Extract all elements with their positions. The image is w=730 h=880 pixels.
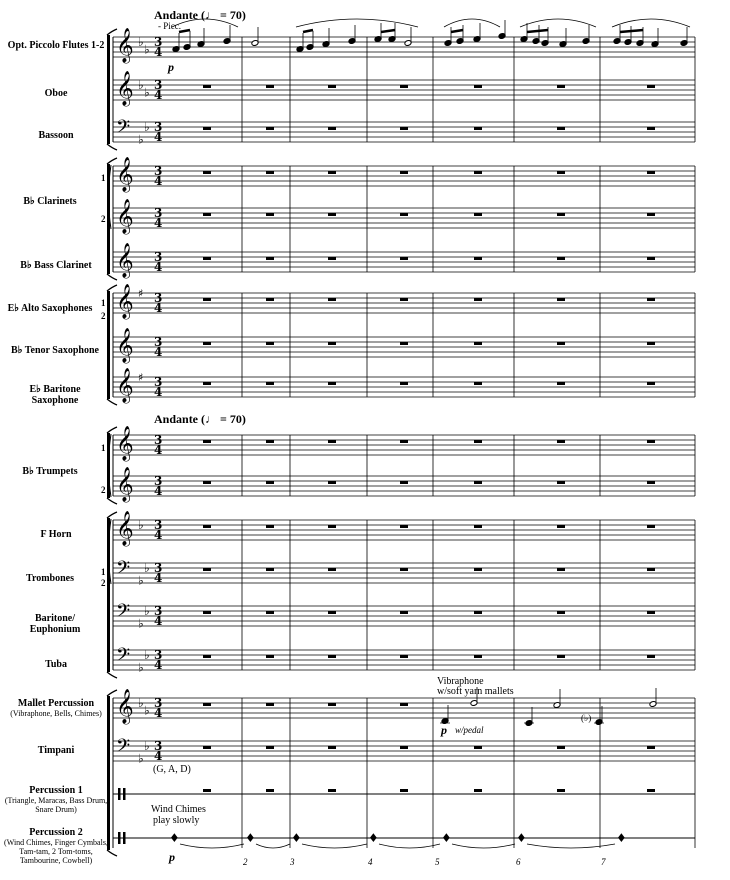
clarinet-part-1: 1 — [101, 173, 106, 183]
whole-rest — [557, 525, 565, 528]
key-flat: ♭ — [144, 648, 150, 662]
wind-chime-part — [169, 831, 627, 848]
whole-rest — [557, 568, 565, 571]
vibraphone-label: Vibraphone — [437, 676, 484, 687]
whole-rest — [328, 525, 336, 528]
whole-rest — [647, 342, 655, 345]
whole-rest — [203, 298, 211, 301]
trombone-part-2: 2 — [101, 578, 106, 588]
time-sig-bottom: 4 — [154, 385, 163, 399]
label-timpani: Timpani — [37, 745, 75, 756]
whole-rest — [328, 568, 336, 571]
whole-rest — [203, 655, 211, 658]
piccolo-label: - Picc. — [158, 21, 181, 31]
whole-rest — [647, 127, 655, 130]
whole-rest — [647, 298, 655, 301]
whole-rest — [557, 85, 565, 88]
key-flat: ♭ — [144, 561, 150, 575]
whole-rest — [328, 655, 336, 658]
chime-note: ♦ — [616, 831, 627, 845]
treble-clef: 𝄞 — [116, 71, 134, 106]
bass-clef: 𝄢 — [116, 117, 131, 142]
treble-clef: 𝄞 — [116, 243, 134, 278]
chime-note: ♦ — [245, 831, 256, 845]
perc1-sub: (Triangle, Maracas, Bass Drum, Snare Drum) — [4, 796, 108, 814]
whole-rest — [557, 746, 565, 749]
measure-number-5: 5 — [435, 857, 440, 867]
whole-rest — [474, 440, 482, 443]
tie — [302, 844, 367, 848]
tie — [379, 844, 440, 848]
whole-rest — [266, 611, 274, 614]
whole-rest — [474, 655, 482, 658]
key-flat: ♭ — [144, 42, 150, 57]
whole-rest — [647, 85, 655, 88]
label-tuba: Tuba — [45, 659, 67, 670]
label-baritone-euphonium: Baritone/ Euphonium — [29, 613, 81, 635]
whole-rest — [266, 440, 274, 443]
measure-number-3: 3 — [290, 857, 295, 867]
whole-rest — [266, 746, 274, 749]
bass-clef: 𝄢 — [116, 558, 131, 583]
whole-rest — [474, 525, 482, 528]
time-sig-top: 3 — [154, 561, 163, 575]
tie — [180, 844, 244, 848]
whole-rest — [266, 703, 274, 706]
perc2-sub: (Wind Chimes, Finger Cymbals, Tam-tam, 2 Tom-toms, Tambourine, Cowbell) — [4, 838, 108, 865]
label-mallet-percussion — [2, 698, 110, 718]
whole-rest — [266, 171, 274, 174]
whole-rest — [266, 298, 274, 301]
key-flat: ♭ — [138, 78, 144, 92]
whole-rest — [328, 789, 336, 792]
time-sig-bottom: 4 — [154, 484, 163, 498]
label-alto-saxophones: E♭ Alto Saxophones — [7, 303, 93, 314]
key-sharp: ♯ — [138, 287, 144, 300]
time-sig-top: 3 — [154, 518, 163, 532]
whole-rest — [474, 171, 482, 174]
time-sig-bottom: 4 — [154, 88, 163, 102]
alto-sax-part-2: 2 — [101, 311, 106, 321]
whole-rest — [203, 382, 211, 385]
time-sig-bottom: 4 — [154, 345, 163, 359]
whole-rest — [557, 611, 565, 614]
beam — [451, 30, 463, 32]
whole-rest — [647, 213, 655, 216]
play-slowly-label: play slowly — [153, 815, 200, 826]
label-percussion-1 — [2, 785, 110, 814]
whole-rest — [328, 703, 336, 706]
slur — [444, 19, 500, 27]
bracket-hook — [107, 672, 117, 678]
whole-rest — [266, 213, 274, 216]
treble-clef: 𝄞 — [116, 199, 134, 234]
trumpet-part-1: 1 — [101, 443, 106, 453]
tie — [527, 844, 615, 848]
whole-rest — [400, 611, 408, 614]
whole-rest — [266, 525, 274, 528]
whole-rest — [557, 382, 565, 385]
time-sig-top: 3 — [154, 250, 163, 264]
dynamic-p-chimes: p — [169, 850, 175, 864]
whole-rest — [203, 440, 211, 443]
label-tenor-saxophone: B♭ Tenor Saxophone — [11, 345, 99, 356]
label-bass-clarinet: B♭ Bass Clarinet — [20, 260, 92, 271]
time-sig-top: 3 — [154, 696, 163, 710]
whole-rest — [474, 85, 482, 88]
tie — [256, 844, 290, 848]
time-sig-bottom: 4 — [154, 260, 163, 274]
key-flat: ♭ — [144, 739, 150, 753]
staff-lines — [113, 37, 695, 838]
whole-rest — [203, 257, 211, 260]
whole-rest — [400, 525, 408, 528]
time-sig-bottom: 4 — [154, 571, 163, 585]
whole-rest — [557, 127, 565, 130]
time-sig-bottom: 4 — [154, 301, 163, 315]
beam — [620, 30, 643, 32]
time-sig-top: 3 — [154, 206, 163, 220]
whole-rest — [203, 127, 211, 130]
time-sig-top: 3 — [154, 335, 163, 349]
measure-number-2: 2 — [243, 857, 248, 867]
whole-rest — [400, 789, 408, 792]
trumpet-part-2: 2 — [101, 485, 106, 495]
whole-rest — [203, 525, 211, 528]
whole-rest — [557, 440, 565, 443]
whole-rest — [203, 703, 211, 706]
treble-clef: 𝄞 — [116, 368, 134, 403]
whole-rest — [647, 171, 655, 174]
whole-rest — [400, 703, 408, 706]
key-flat: ♭ — [144, 703, 150, 718]
group-bracket — [107, 291, 110, 399]
perc-clef-bar — [123, 788, 126, 800]
tempo-marking-top: Andante (♩ = 70) — [154, 8, 246, 22]
label-piccolo-flutes: Opt. Piccolo Flutes 1-2 — [7, 40, 105, 51]
whole-rest — [557, 213, 565, 216]
time-sig-top: 3 — [154, 604, 163, 618]
measure-number-6: 6 — [516, 857, 521, 867]
key-flat: ♭ — [144, 85, 150, 100]
measure-number-4: 4 — [368, 857, 373, 867]
time-sig-top: 3 — [154, 35, 163, 49]
slur — [612, 19, 690, 27]
whole-rest — [400, 655, 408, 658]
whole-rest — [203, 481, 211, 484]
whole-rest — [474, 611, 482, 614]
whole-rest — [328, 382, 336, 385]
whole-rest — [400, 85, 408, 88]
key-flat: ♭ — [138, 573, 144, 588]
whole-rest — [474, 298, 482, 301]
whole-rest — [647, 568, 655, 571]
label-percussion-2 — [2, 827, 110, 865]
label-oboe: Oboe — [44, 88, 68, 99]
clefs-keys-times — [116, 28, 162, 844]
time-sig-top: 3 — [154, 648, 163, 662]
time-sig-bottom: 4 — [154, 130, 163, 144]
whole-rest — [647, 789, 655, 792]
tie — [452, 844, 515, 848]
chime-note: ♦ — [169, 831, 180, 845]
treble-clef: 𝄞 — [116, 157, 134, 192]
slur — [520, 19, 596, 27]
treble-clef: 𝄞 — [116, 426, 134, 461]
whole-rest — [266, 382, 274, 385]
key-sharp: ♯ — [138, 371, 144, 384]
yarn-mallets-label: w/soft yarn mallets — [437, 686, 514, 697]
time-sig-bottom: 4 — [154, 174, 163, 188]
whole-rest — [328, 257, 336, 260]
whole-rest — [400, 568, 408, 571]
treble-clef: 𝄞 — [116, 328, 134, 363]
clarinet-part-2: 2 — [101, 214, 106, 224]
key-flat: ♭ — [138, 696, 144, 710]
whole-rest — [328, 127, 336, 130]
whole-rest — [400, 746, 408, 749]
key-flat: ♭ — [138, 132, 144, 147]
dynamic-p-vibraphone: p — [441, 723, 447, 737]
chime-note: ♦ — [368, 831, 379, 845]
time-sig-top: 3 — [154, 164, 163, 178]
whole-rest — [474, 213, 482, 216]
perc-clef-bar — [118, 832, 121, 844]
mallet-sub: (Vibraphone, Bells, Chimes) — [10, 709, 102, 718]
whole-rest — [266, 789, 274, 792]
whole-rest — [400, 298, 408, 301]
whole-rest — [557, 298, 565, 301]
whole-rest — [647, 382, 655, 385]
tempo-marking-brass: Andante (♩ = 70) — [154, 412, 246, 426]
treble-clef: 𝄞 — [116, 511, 134, 546]
whole-rest — [328, 481, 336, 484]
bass-clef: 𝄢 — [116, 645, 131, 670]
whole-rest — [266, 85, 274, 88]
label-trombones: Trombones — [26, 573, 74, 584]
chime-note: ♦ — [516, 831, 527, 845]
chime-note: ♦ — [291, 831, 302, 845]
whole-rest — [557, 789, 565, 792]
whole-rest — [266, 568, 274, 571]
whole-rest — [203, 611, 211, 614]
whole-rest — [557, 481, 565, 484]
bracket-hook — [107, 144, 117, 150]
treble-clef: 𝄞 — [116, 467, 134, 502]
whole-rest — [474, 481, 482, 484]
key-flat: ♭ — [138, 616, 144, 631]
beam — [303, 30, 313, 32]
whole-rest — [474, 257, 482, 260]
whole-rest — [328, 298, 336, 301]
whole-rest — [266, 257, 274, 260]
whole-rest — [328, 171, 336, 174]
time-sig-top: 3 — [154, 433, 163, 447]
bass-clef: 𝄢 — [116, 736, 131, 761]
time-sig-top: 3 — [154, 120, 163, 134]
whole-rest — [400, 257, 408, 260]
time-sig-bottom: 4 — [154, 443, 163, 457]
whole-rest — [328, 213, 336, 216]
perc-clef-bar — [123, 832, 126, 844]
whole-rest — [203, 171, 211, 174]
chime-note: ♦ — [441, 831, 452, 845]
whole-rest — [474, 127, 482, 130]
whole-rest — [400, 342, 408, 345]
time-sig-bottom: 4 — [154, 749, 163, 763]
whole-rest — [647, 611, 655, 614]
pedal-label: w/pedal — [455, 725, 484, 735]
whole-rest — [474, 382, 482, 385]
trombone-part-1: 1 — [101, 567, 106, 577]
time-sig-bottom: 4 — [154, 216, 163, 230]
whole-rest — [647, 440, 655, 443]
key-flat: ♭ — [138, 660, 144, 675]
wind-chimes-label: Wind Chimes — [151, 804, 206, 815]
whole-rest — [557, 655, 565, 658]
whole-rest — [400, 382, 408, 385]
whole-rest — [400, 481, 408, 484]
flat-courtesy: (♭) — [581, 713, 592, 723]
whole-rest — [557, 342, 565, 345]
key-flat: ♭ — [138, 751, 144, 766]
whole-rest — [203, 213, 211, 216]
whole-rest — [557, 171, 565, 174]
slur — [296, 19, 418, 27]
timpani-tuning: (G, A, D) — [153, 764, 191, 775]
whole-rest — [400, 127, 408, 130]
label-trumpets: B♭ Trumpets — [22, 466, 78, 477]
perc2-name: Percussion 2 — [29, 827, 83, 838]
whole-rest — [203, 789, 211, 792]
treble-clef: 𝄞 — [116, 28, 134, 63]
bass-clef: 𝄢 — [116, 601, 131, 626]
time-sig-bottom: 4 — [154, 45, 163, 59]
whole-rest — [266, 655, 274, 658]
dynamic-p-piccolo: p — [168, 60, 174, 74]
treble-clef: 𝄞 — [116, 284, 134, 319]
whole-rest — [328, 611, 336, 614]
time-sig-top: 3 — [154, 375, 163, 389]
treble-clef: 𝄞 — [116, 689, 134, 724]
whole-rest — [557, 257, 565, 260]
whole-rest — [328, 85, 336, 88]
whole-rest — [266, 127, 274, 130]
whole-rest — [266, 481, 274, 484]
time-sig-top: 3 — [154, 739, 163, 753]
whole-rest — [400, 171, 408, 174]
whole-rest — [474, 568, 482, 571]
time-sig-top: 3 — [154, 474, 163, 488]
whole-rest — [266, 342, 274, 345]
time-sig-top: 3 — [154, 291, 163, 305]
time-sig-top: 3 — [154, 78, 163, 92]
alto-sax-part-1: 1 — [101, 298, 106, 308]
whole-rest — [400, 213, 408, 216]
whole-rest — [647, 257, 655, 260]
whole-rest — [647, 655, 655, 658]
perc-clef-bar — [118, 788, 121, 800]
measure-rests — [203, 85, 655, 792]
whole-rest — [647, 746, 655, 749]
label-f-horn: F Horn — [40, 529, 72, 540]
whole-rest — [474, 342, 482, 345]
whole-rest — [328, 342, 336, 345]
whole-rest — [203, 568, 211, 571]
label-bassoon: Bassoon — [38, 130, 74, 141]
whole-rest — [474, 789, 482, 792]
whole-rest — [203, 342, 211, 345]
piccolo-melody — [172, 19, 690, 52]
whole-rest — [328, 746, 336, 749]
key-flat: ♭ — [138, 35, 144, 49]
beam — [381, 30, 395, 32]
whole-rest — [647, 481, 655, 484]
key-flat: ♭ — [144, 604, 150, 618]
key-flat: ♭ — [138, 518, 144, 532]
perc1-name: Percussion 1 — [29, 785, 83, 796]
label-clarinets: B♭ Clarinets — [23, 196, 77, 207]
whole-rest — [400, 440, 408, 443]
whole-rest — [203, 746, 211, 749]
measure-number-7: 7 — [601, 857, 606, 867]
mallet-name: Mallet Percussion — [17, 698, 95, 709]
key-flat: ♭ — [144, 120, 150, 134]
time-sig-bottom: 4 — [154, 706, 163, 720]
beam — [527, 30, 548, 32]
time-sig-bottom: 4 — [154, 658, 163, 672]
whole-rest — [328, 440, 336, 443]
time-sig-bottom: 4 — [154, 614, 163, 628]
label-baritone-saxophone: E♭ Baritone Saxophone — [29, 384, 81, 406]
time-sig-bottom: 4 — [154, 528, 163, 542]
whole-rest — [647, 525, 655, 528]
whole-rest — [474, 746, 482, 749]
whole-rest — [203, 85, 211, 88]
